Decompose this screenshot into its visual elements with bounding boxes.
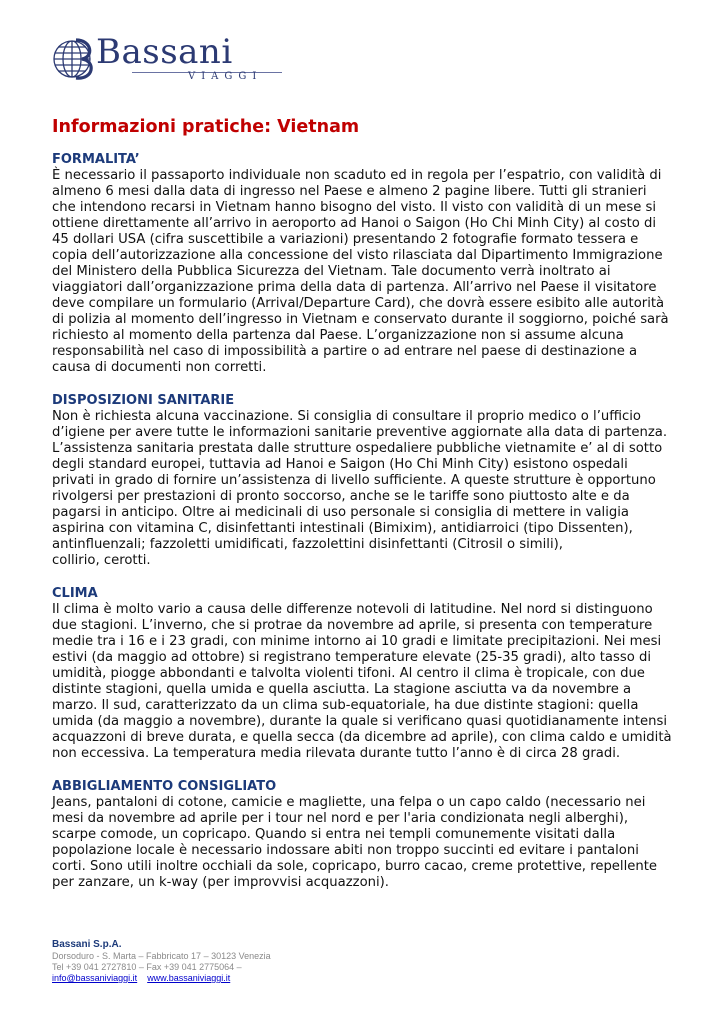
footer-phone: Tel +39 041 2727810 – Fax +39 041 2775064 – [52,962,242,972]
section-paragraph: Non è richiesta alcuna vaccinazione. Si consiglia di consultare il proprio medico o l’ufficio d’igiene per avere tutte le informazioni sanitarie preventive aggiornate alla data di partenza. L’assistenza sanitaria prestata dalle strutture ospedaliere pubbliche vietnamite e’ al di sotto degli standard europei, tuttavia ad Hanoi e Saigon (Ho Chi Minh City) esistono ospedali privati in grado di fornire un’assistenza di livello sufficiente. A queste strutture è opportuno rivolgersi per prestazioni di pronto soccorso, anche se le tariffe sono piuttosto alte e da pagarsi in anticipo. Oltre ai medicinali di uso personale si consiglia di mettere in valigia aspirina con vitamina C, disinfettanti intestinali (Bimixim), antidiarroici (tipo Dissenten), antinfluenzali; fazzoletti umidificati, fazzolettini disinfettanti (Citrosil o simili), [52,409,668,552]
section-heading: FORMALITA’ [52,152,140,167]
footer-links [52,973,271,984]
page-title: Informazioni pratiche: Vietnam [52,117,360,137]
brand-subname: VIAGGI [188,71,263,82]
page-footer [52,938,271,984]
section-heading: CLIMA [52,586,98,601]
section-paragraph: Jeans, pantaloni di cotone, camicie e magliette, una felpa o un capo caldo (necessario nei mesi da novembre ad aprile per i tour nel nord e per l'aria condizionata negli alberghi), scarpe comode, un copricapo. Quando si entra nei templi comunemente visitati dalla popolazione locale è necessario indossare abiti non troppo succinti ed evitare i pantaloni corti. Sono utili inoltre occhiali da sole, copricapo, burro cacao, creme protettive, repellente per zanzare, un k-way (per improvvisi acquazzoni). [52,795,658,890]
brand-name: Bassani [96,32,233,72]
section-formalita [52,152,672,376]
section-heading: ABBIGLIAMENTO CONSIGLIATO [52,779,277,794]
section-paragraph: È necessario il passaporto individuale non scaduto ed in regola per l’espatrio, con validità di almeno 6 mesi dalla data di ingresso nel Paese e almeno 2 pagine libere. Tutti gli stranieri che intendono recarsi in Vietnam hanno bisogno del visto. Il visto con validità di un mese si ottiene direttamente all’arrivo in aeroporto ad Hanoi o Saigon (Ho Chi Minh City) al costo di 45 dollari USA (cifra suscettibile a variazioni) presentando 2 fotografie formato tessera e copia dell’autorizzazione alla concessione del visto rilasciata dal Dipartimento Immigrazione del Ministero della Pubblica Sicurezza del Vietnam. Tale documento verrà inoltrato ai viaggiatori dall’organizzazione prima della data di partenza. All’arrivo nel Paese il visitatore deve compilare un formulario (Arrival/Departure Card), che dovrà essere esibito alle autorità di polizia al momento dell’ingresso in Vietnam e conservato durante il soggiorno, poiché sarà richiesto al momento della partenza dal Paese. L’organizzazione non si assume alcuna responsabilità nel caso di impossibilità a partire o ad entrare nel paese di destinazione a causa di documenti non corretti. [52,168,669,375]
footer-company: Bassani S.p.A. [52,939,122,950]
section-disposizioni-sanitarie [52,393,672,569]
footer-email-link[interactable]: info@bassaniviaggi.it [52,973,138,983]
globe-logo-icon [52,34,96,84]
brand-logo [52,32,263,86]
footer-address: Dorsoduro - S. Marta – Fabbricato 17 – 30123 Venezia [52,951,271,961]
section-clima [52,586,672,762]
section-abbigliamento [52,779,672,891]
section-heading: DISPOSIZIONI SANITARIE [52,393,235,408]
section-paragraph: Il clima è molto vario a causa delle differenze notevoli di latitudine. Nel nord si distinguono due stagioni. L’inverno, che si protrae da novembre ad aprile, si presenta con temperature medie tra i 16 e i 23 gradi, con minime intorno ai 10 gradi e limitate precipitazioni. Nei mesi estivi (da maggio ad ottobre) si registrano temperature elevate (25-35 gradi), alto tasso di umidità, piogge abbondanti e talvolta violenti tifoni. Al centro il clima è tropicale, con due distinte stagioni, quella umida e quella asciutta. La stagione asciutta va da novembre a marzo. Il sud, caratterizzato da un clima sub-equatoriale, ha due distinte stagioni: quella umida (da maggio a novembre), durante la quale si verificano quasi quotidianamente intensi acquazzoni di breve durata, e quella secca (da dicembre ad aprile), con clima caldo e umidità non eccessiva. La temperatura media rilevata durante tutto l’anno è di circa 28 gradi. [52,602,672,761]
footer-website-link[interactable]: www.bassaniviaggi.it [147,973,231,983]
section-paragraph: collirio, cerotti. [52,553,151,568]
document-body [52,152,672,908]
